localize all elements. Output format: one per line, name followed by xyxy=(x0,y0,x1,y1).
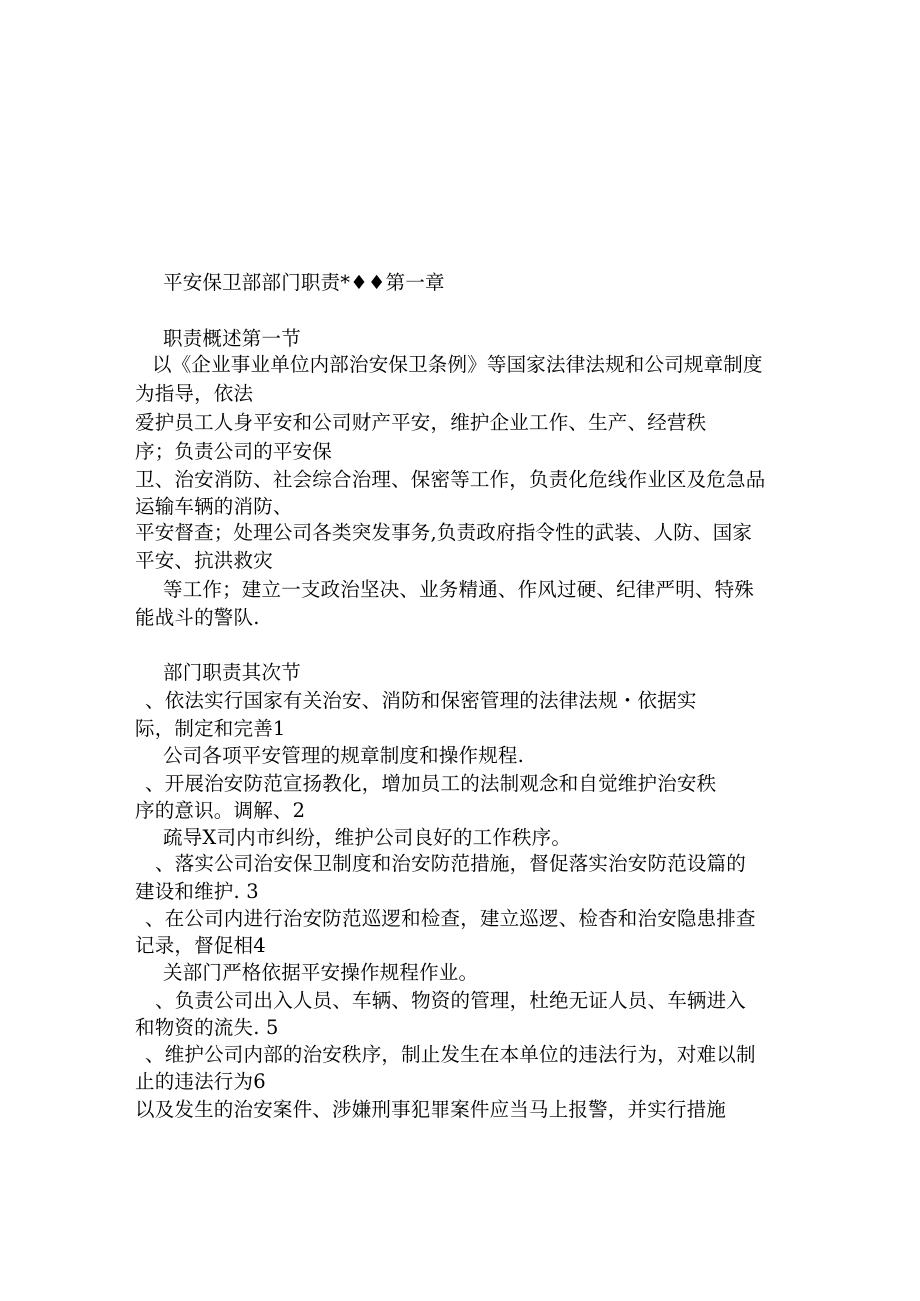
list-item-line: 、负责公司出入人员、车辆、物资的管理，杜绝无证人员、车辆进入 xyxy=(155,989,747,1012)
list-item-line: 关部门严格依据平安操作规程作业。 xyxy=(163,961,479,984)
list-item-line: 以及发生的治安案件、涉嫌刑事犯罪案件应当马上报警，并实行措施 xyxy=(135,1098,727,1121)
section-title: 职责概述第一节 xyxy=(163,327,301,350)
list-item-line: 、在公司内进行治安防范巡逻和检查，建立巡逻、检杳和治安隐患排查 xyxy=(145,907,756,930)
paragraph-line: 平安、抗洪救灾 xyxy=(135,549,273,572)
list-item-line: 际，制定和完善1 xyxy=(135,717,286,740)
list-item-line: 记录，督促相4 xyxy=(135,934,266,957)
paragraph-line: 卫、治安消防、社会综合治理、保密等工作，负责化危线作业区及危急品 xyxy=(135,468,766,491)
list-item-line: 、开展治安防范宣扬教化，增加员工的法制观念和自觉维护治安秩 xyxy=(145,772,717,795)
list-item-line: 、依法实行国家有关治安、消防和保密管理的法律法规・依据实 xyxy=(145,689,697,712)
list-item-line: 建设和维护. 3 xyxy=(135,880,259,903)
list-item-line: 疏导X司内市纠纷，维护公司良好的工作秩序。 xyxy=(163,826,572,849)
list-item-line: 和物资的流失. 5 xyxy=(135,1016,279,1039)
list-item-line: 、维护公司内部的治安秩序，制止发生在本单位的违法行为，对难以制 xyxy=(145,1043,756,1066)
list-item-line: 止的违法行为6 xyxy=(135,1070,266,1093)
section-title: 部门职责其次节 xyxy=(163,661,301,684)
list-item-line: 序的意识。调解、2 xyxy=(135,799,306,822)
chapter-heading: 平安保卫部部门职责*♦♦第一章 xyxy=(163,271,445,294)
paragraph-line: 以《企业事业单位内部治安保卫条例》等国家法律法规和公司规章制度 xyxy=(152,353,763,376)
paragraph-line: 爱护员工人身平安和公司财产平安，维护企业工作、生产、经营秩 xyxy=(135,411,707,434)
paragraph-line: 运输车辆的消防、 xyxy=(135,495,293,518)
paragraph-line: 能战斗的警队. xyxy=(135,606,260,629)
paragraph-line: 序；负责公司的平安保 xyxy=(135,440,333,463)
paragraph-line: 等工作；建立一支政治坚决、业务精通、作风过硬、纪律严明、特殊 xyxy=(163,578,755,601)
list-item-line: 、落实公司治安保卫制度和治安防范措施，督促落实治安防范设篇的 xyxy=(155,852,747,875)
paragraph-line: 平安督查；处理公司各类突发事务,负责政府指令性的武装、人防、国家 xyxy=(135,521,753,544)
list-item-line: 公司各项平安管理的规章制度和操作规程. xyxy=(163,744,524,767)
paragraph-line: 为指导，依法 xyxy=(135,382,254,405)
